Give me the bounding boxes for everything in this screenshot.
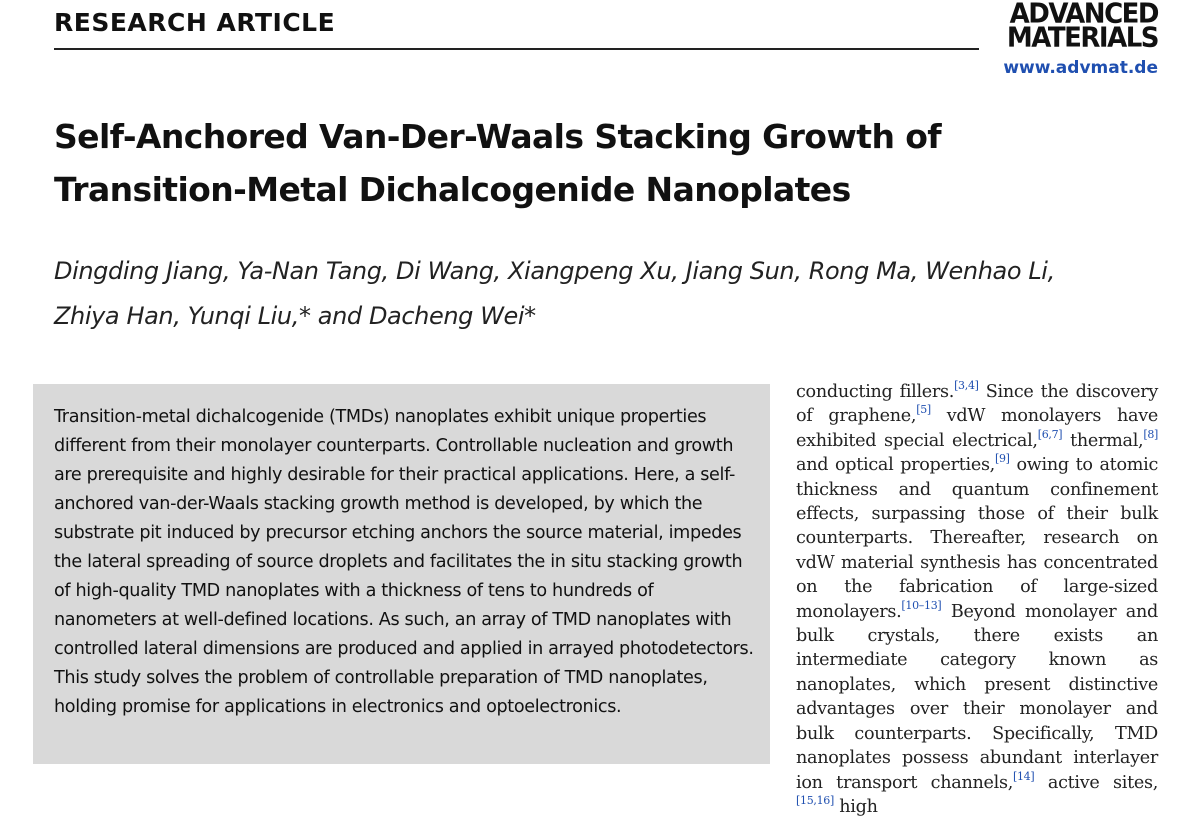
journal-logo-line2: MATERIALS [1006, 22, 1158, 54]
body-text: thermal, [1062, 430, 1144, 451]
article-title-line1: Self-Anchored Van-Der-Waals Stacking Growth of [54, 117, 942, 156]
citation-link[interactable]: [3,4] [954, 379, 979, 392]
citation-link[interactable]: [5] [916, 403, 931, 417]
body-text: high [833, 796, 878, 817]
citation-link[interactable]: [14] [1012, 769, 1035, 783]
citation-link[interactable]: [10–13] [901, 598, 942, 612]
journal-logo-line1: ADVANCED [1009, 0, 1158, 30]
body-text-column [796, 380, 1158, 819]
author-list-line2: Zhiya Han, Yunqi Liu,* and Dacheng Wei* [54, 302, 536, 330]
article-title-line2: Transition-Metal Dichalcogenide Nanoplates [54, 170, 851, 209]
section-label: RESEARCH ARTICLE [54, 8, 336, 37]
header-rule [54, 48, 979, 50]
citation-link[interactable]: [9] [994, 452, 1010, 466]
article-title [54, 110, 1054, 216]
body-text: active sites, [1034, 772, 1158, 793]
body-text: and optical properties, [796, 455, 995, 476]
citation-link[interactable]: [6,7] [1037, 427, 1063, 441]
body-text: Since the discovery of graphene, [796, 382, 1158, 427]
journal-logo [1006, 0, 1158, 54]
citation-link[interactable]: [8] [1143, 427, 1159, 441]
author-list-line1: Dingding Jiang, Ya-Nan Tang, Di Wang, Xiangpeng Xu, Jiang Sun, Rong Ma, Wenhao Li, [54, 257, 1055, 285]
body-text: conducting fillers. [796, 382, 955, 402]
author-list [54, 249, 1164, 339]
body-text: Beyond monolayer and bulk crystals, there exists an intermediate category known as nanoplates, which present distinctive advantages over their monolayer and bulk counterparts. Specifically, TMD nanoplates possess abundant interlayer ion transport channels, [796, 601, 1158, 793]
journal-url-link[interactable]: www.advmat.de [1003, 58, 1158, 78]
body-text: vdW monolayers have exhibited special electrical, [796, 406, 1159, 451]
body-text: owing to atomic thickness and quantum confinement effects, surpassing those of their bulk counterparts. Thereafter, research on vdW material synthesis has concentrated on the fabrication of large-sized monolayers. [796, 455, 1158, 622]
abstract-text: Transition-metal dichalcogenide (TMDs) nanoplates exhibit unique properties different from their monolayer counterparts. Controllable nucleation and growth are prerequisite and highly desirable for their practical applications. Here, a self-anchored van-der-Waals stacking growth method is developed, by which the substrate pit induced by precursor etching anchors the source material, impedes the lateral spreading of source droplets and facilitates the in situ stacking growth of high-quality TMD nanoplates with a thickness of tens to hundreds of nanometers at well-defined locations. As such, an array of TMD nanoplates with controlled lateral dimensions are produced and applied in arrayed photodetectors. This study solves the problem of controllable preparation of TMD nanoplates, holding promise for applications in electronics and optoelectronics. [54, 407, 754, 717]
citation-link[interactable]: [15,16] [796, 793, 834, 807]
